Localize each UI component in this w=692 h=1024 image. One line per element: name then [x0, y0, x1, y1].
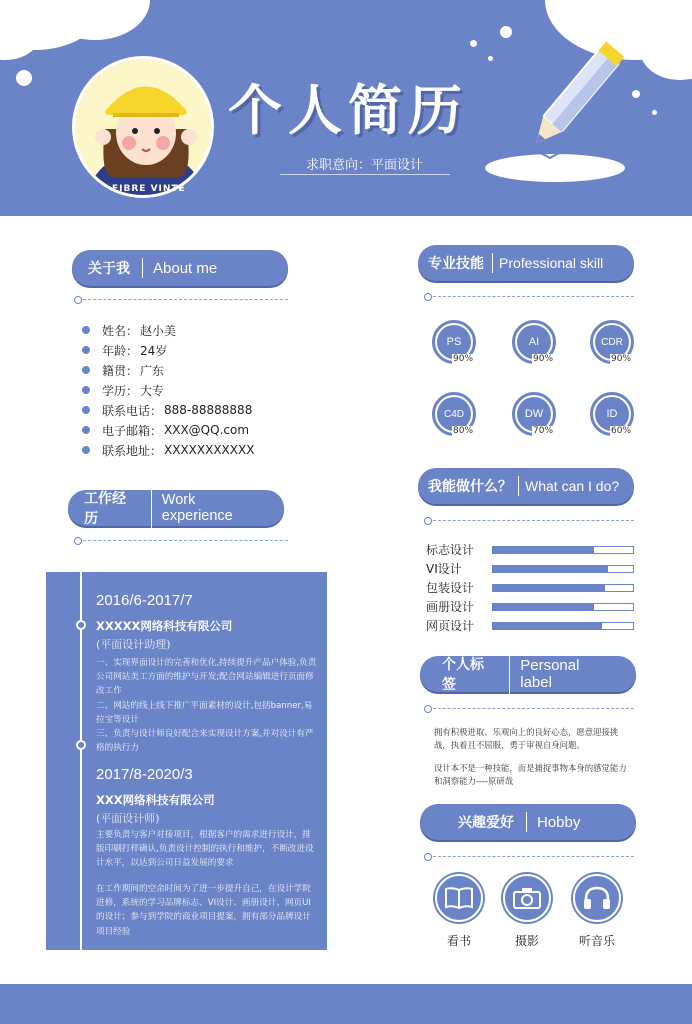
section-title-cn: 工作经历	[84, 488, 152, 528]
job-role: (平面设计助理)	[96, 638, 171, 651]
footer-band	[0, 984, 692, 1024]
skill-name: DW	[517, 397, 551, 431]
skill-c4d	[432, 392, 476, 436]
dot-decoration	[470, 40, 477, 47]
job-description: 在工作期间的空余时间为了进一步提升自己，在设计学院进修，系统的学习品牌标志、VI设计、画册设计、网页UI的设计；参与到学院的商业项目提案，拥有部分品牌设计项目经验	[96, 884, 311, 937]
hobby-label: 听音乐	[578, 934, 615, 948]
job-date: 2017/8-2020/3	[96, 766, 193, 783]
avatar-shirt-text: FIBRE VINTE	[112, 184, 186, 194]
info-value: 24岁	[140, 343, 168, 358]
ability-row	[426, 540, 634, 559]
ability-row	[426, 559, 634, 578]
work-experience-panel	[46, 572, 327, 950]
ability-label: 画册设计	[426, 600, 475, 614]
skill-percent: 90%	[533, 354, 554, 364]
hobby-label: 摄影	[514, 934, 539, 948]
dot-decoration	[16, 70, 32, 86]
info-value: XXXXXXXXXXX	[164, 443, 255, 457]
ability-label: VI设计	[426, 562, 462, 576]
section-header-abilities	[418, 468, 634, 504]
skill-cdr	[590, 320, 634, 364]
about-list	[82, 320, 254, 460]
skill-name: ID	[595, 397, 629, 431]
section-title-cn: 兴趣爱好	[458, 812, 527, 832]
skill-percent: 90%	[611, 354, 632, 364]
info-row-age	[82, 340, 254, 360]
divider	[428, 296, 634, 297]
ability-row	[426, 578, 634, 597]
hobby-reading	[434, 874, 484, 949]
skill-name: CDR	[595, 325, 629, 359]
section-title-cn: 专业技能	[428, 253, 493, 273]
info-row-education	[82, 380, 254, 400]
divider	[428, 520, 634, 521]
timeline-dot	[76, 620, 86, 630]
divider	[428, 856, 634, 857]
job-description: 一、实现界面设计的完善和优化,持续提升产品户体验,负责公司网站美工方面的维护与开发;配合网站编辑进行页面修改工作 二、网站的线上线下推广平面素材的设计,包括banner,易拉宝等设计 三、负责与设计师良好配合来实现设计方案,并对设计有严格的执行力	[96, 658, 317, 754]
section-header-personal	[420, 656, 636, 692]
ability-bar	[492, 546, 634, 554]
skill-name: PS	[437, 325, 471, 359]
divider	[78, 540, 288, 541]
section-title-cn: 我能做什么？	[428, 476, 519, 496]
skill-percent: 80%	[453, 426, 474, 436]
avatar	[72, 56, 214, 198]
ability-bar-fill	[493, 547, 594, 553]
info-value: 888-88888888	[164, 403, 253, 417]
skill-id	[590, 392, 634, 436]
ability-label: 包装设计	[426, 581, 475, 595]
job-company: XXX网络科技有限公司	[96, 793, 215, 807]
info-value: 大专	[140, 383, 165, 398]
ability-bar	[492, 622, 634, 630]
header-banner	[0, 0, 692, 216]
section-title-en: What can I do?	[525, 478, 620, 494]
ability-bar-fill	[493, 566, 608, 572]
headphones-icon	[573, 874, 621, 922]
camera-icon	[503, 874, 551, 922]
skill-name: C4D	[437, 397, 471, 431]
info-row-hometown	[82, 360, 254, 380]
info-key: 年龄：	[102, 343, 139, 358]
info-value: 广东	[140, 363, 165, 378]
job-description: 主要负责与客户对接项目，根据客户的需求进行设计，排版印刷打样确认,负责设计控制的执行和维护，不断改进设计水平，以达到公司日益发展的要求	[96, 830, 314, 869]
skill-name: AI	[517, 325, 551, 359]
info-value: 赵小美	[140, 323, 177, 338]
skill-percent: 90%	[453, 354, 474, 364]
info-row-email	[82, 420, 254, 440]
section-title-cn: 个人标签	[442, 654, 510, 694]
info-key: 联系电话：	[102, 403, 163, 418]
section-title-cn: 关于我	[88, 258, 143, 278]
section-title-en: Personal label	[520, 657, 580, 691]
page-title: 个人简历	[228, 79, 468, 142]
skill-ai	[512, 320, 556, 364]
section-header-work	[68, 490, 284, 526]
section-title-en: Hobby	[537, 813, 581, 831]
section-header-skills	[418, 245, 634, 281]
ability-bars	[426, 540, 634, 635]
book-icon	[435, 874, 483, 922]
job-date: 2016/6-2017/7	[96, 592, 193, 609]
info-key: 电子邮箱：	[102, 423, 163, 438]
section-header-hobby	[420, 804, 636, 840]
job-company: XXXXX网络科技有限公司	[96, 619, 233, 633]
pencil-icon	[480, 40, 640, 190]
info-value: XXX@QQ.com	[164, 423, 250, 437]
hobby-music	[572, 874, 622, 949]
ability-bar-fill	[493, 604, 594, 610]
section-header-about	[72, 250, 288, 286]
ability-bar	[492, 584, 634, 592]
info-row-address	[82, 440, 254, 460]
section-title-en: About me	[153, 259, 218, 277]
info-row-name	[82, 320, 254, 340]
divider	[428, 708, 634, 709]
info-key: 学历：	[102, 383, 139, 398]
divider	[280, 174, 450, 175]
personal-quote-text: 设计本不是一种技能，而是捕捉事物本身的感觉能力和洞察能力----原研哉	[434, 763, 627, 786]
ability-label: 标志设计	[426, 543, 475, 557]
timeline-dot	[76, 740, 86, 750]
skill-dw	[512, 392, 556, 436]
ability-bar	[492, 565, 634, 573]
personal-label-text: 拥有积极进取、乐观向上的良好心态，愿意迎接挑战，执着且不屈服，勇于审视自身问题。	[434, 727, 619, 750]
section-title-en: Work experience	[161, 492, 233, 524]
ability-row	[426, 597, 634, 616]
job-role: (平面设计师)	[96, 812, 160, 825]
hobby-photography	[502, 874, 552, 949]
ability-bar-fill	[493, 585, 605, 591]
dot-decoration	[500, 26, 512, 38]
skill-percent: 70%	[533, 426, 554, 436]
info-key: 籍贯：	[102, 363, 139, 378]
divider	[78, 299, 288, 300]
ability-bar	[492, 603, 634, 611]
skill-percent: 60%	[611, 426, 632, 436]
ability-label: 网页设计	[426, 619, 475, 633]
skill-ps	[432, 320, 476, 364]
info-key: 联系地址：	[102, 443, 163, 458]
job-intent: 求职意向：平面设计	[306, 158, 424, 173]
section-title-en: Professional skill	[499, 255, 604, 271]
ability-bar-fill	[493, 623, 602, 629]
info-key: 姓名：	[102, 323, 139, 338]
info-row-phone	[82, 400, 254, 420]
ability-row	[426, 616, 634, 635]
dot-decoration	[652, 110, 657, 115]
hobby-label: 看书	[446, 934, 471, 948]
